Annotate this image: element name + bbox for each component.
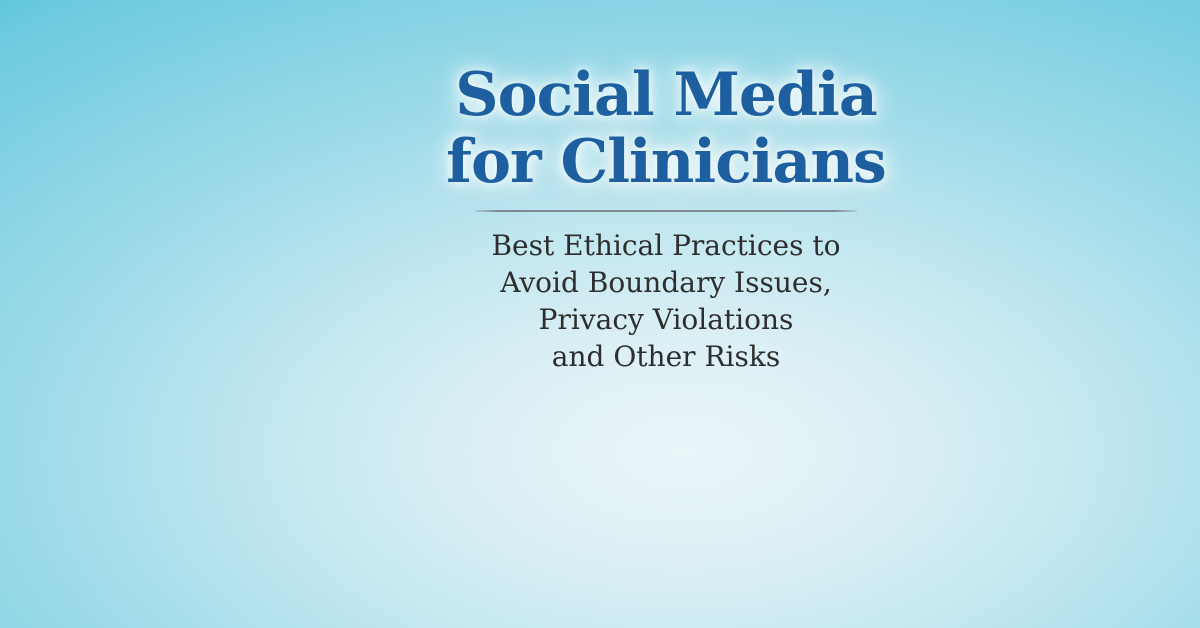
title-line-2: for Clinicians [446, 127, 886, 197]
subtitle [416, 227, 916, 375]
page-title [416, 62, 916, 196]
subtitle-line-1: Best Ethical Practices to [491, 229, 841, 262]
subtitle-line-4: and Other Risks [551, 340, 781, 373]
title-line-1: Social Media [455, 60, 877, 130]
subtitle-line-2: Avoid Boundary Issues, [500, 266, 832, 299]
banner-text-block [416, 62, 916, 375]
divider-line [475, 210, 857, 212]
subtitle-line-3: Privacy Violations [538, 303, 794, 336]
